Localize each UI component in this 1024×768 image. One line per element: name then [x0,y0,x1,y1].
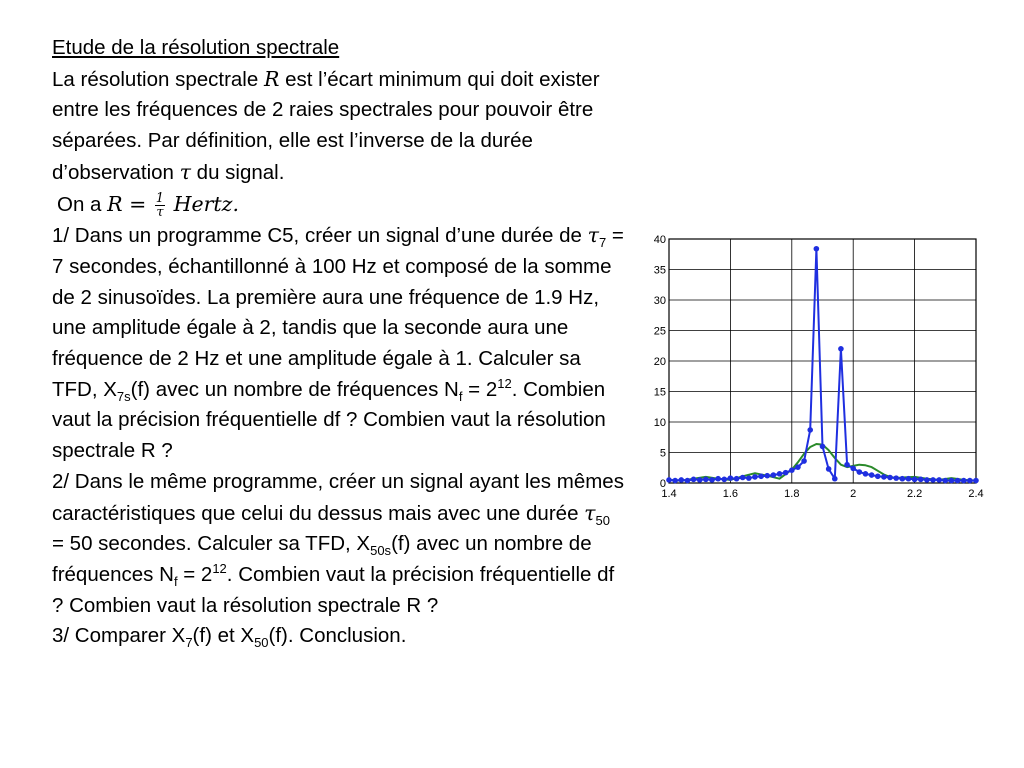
q1-tau: τ [587,223,599,248]
q2-x-sub: 50s [370,543,392,559]
data-point [900,476,906,482]
intro-tau-symbol: τ [179,159,191,184]
data-point [728,475,734,481]
q1-n-sub: f [458,388,463,404]
x-tick-label: 2 [850,488,857,500]
formula-lhs: R [107,191,123,216]
data-point [955,478,961,484]
intro-part1: La résolution spectrale [52,67,264,91]
data-point [734,476,740,482]
text-block [52,33,624,652]
data-point [746,475,752,481]
data-point [912,477,918,483]
y-tick-label: 35 [653,264,666,277]
x-tick-label: 2.2 [906,488,923,500]
y-tick-label: 40 [653,234,666,246]
formula-eq: = [122,191,153,216]
data-point [850,466,856,472]
formula-fraction [155,192,165,219]
q2-n-sub: f [173,574,178,590]
formula-denominator: τ [156,204,164,220]
q2-exp: 12 [212,561,227,577]
question-1 [52,220,624,467]
data-point [924,477,930,483]
q1-text-d: = 2 [462,377,498,401]
x-tick-label: 1.4 [661,488,677,500]
q2-tau: τ [584,500,596,525]
data-point [893,475,899,481]
data-point [832,476,838,482]
q3-text-a: 3/ Comparer X [52,624,186,648]
y-tick-label: 5 [659,447,666,460]
data-point [678,477,684,483]
data-point [672,478,678,484]
q3-text-b: (f) et X [192,624,255,648]
data-point [758,473,764,479]
y-tick-label: 10 [653,417,666,429]
q1-text-a: 1/ Dans un programme C5, créer un signal d’une durée de [52,224,588,248]
formula-numerator: 1 [155,190,165,206]
data-point [949,478,955,484]
q1-text-e: . Combien vaut la précision fréquentielle df ? Combien vaut la résolution spectrale R ? [52,377,606,463]
data-point [721,477,727,483]
x-tick-label: 1.6 [722,488,739,500]
data-point [666,477,672,483]
q2-text-b: = 50 secondes. Calculer sa TFD, X [52,532,371,556]
q2-text-a: 2/ Dans le même programme, créer un signal ayant les mêmes caractéristiques que celui du dessus mais avec une durée [52,469,624,525]
data-point [777,471,783,477]
data-point [918,477,924,483]
data-point [691,477,697,483]
y-tick-label: 20 [653,356,666,368]
data-point [967,478,973,484]
q1-x-sub: 7s [116,388,131,404]
data-point [906,476,912,482]
data-point [943,478,949,484]
data-point [820,444,826,450]
spectrum-chart [650,230,995,510]
data-point [801,458,807,464]
q2-text-d: = 2 [177,562,213,586]
data-point [814,246,820,252]
data-point [697,477,703,483]
q1-text-b: = 7 secondes, échantillonné à 100 Hz et composé de la somme de 2 sinusoïdes. La première aura une fréquence de 1.9 Hz, une amplitude égale à 2, tandis que la seconde aura une fréquence de 2 Hz et une amplitude égale à 1. Calculer sa TFD, X [52,224,624,401]
q3-sub-2: 50 [254,635,269,651]
data-point [875,473,881,479]
data-point [863,471,869,477]
data-point [887,475,893,481]
question-3 [52,621,624,652]
data-point [936,477,942,483]
data-point [709,477,715,483]
data-point [795,464,801,470]
data-point [826,466,832,472]
page-title: Etude de la résolution spectrale [52,36,340,59]
q2-tau-sub: 50 [595,512,610,528]
data-point [771,472,777,478]
data-point [869,472,875,478]
q2-text-c: (f) avec un nombre de fréquences N [52,532,592,586]
y-tick-label: 0 [659,478,666,490]
y-tick-label: 25 [653,325,666,338]
y-tick-label: 30 [653,295,666,307]
data-point [881,474,887,480]
data-point [703,477,709,483]
q1-exp: 12 [497,375,512,391]
x-tick-label: 2.4 [968,488,984,500]
q1-text-c: (f) avec un nombre de fréquences N [130,377,459,401]
data-point [973,478,979,484]
data-point [844,462,850,468]
formula-line [52,189,624,221]
question-2 [52,467,624,622]
data-point [783,470,789,476]
intro-part2: est l’écart minimum qui doit exister entre les fréquences de 2 raies spectrales pour pouvoir être séparées. Par définition, elle est l’inverse de la durée d’observation [52,67,600,184]
data-point [789,467,795,473]
data-point [838,346,844,352]
y-tick-label: 15 [653,386,666,399]
data-point [857,469,863,475]
formula-prefix: On a [57,192,108,216]
data-point [807,427,813,433]
x-tick-label: 1.8 [784,488,800,500]
data-point [930,477,936,483]
data-point [961,478,967,484]
q3-text-c: (f). Conclusion. [268,624,407,648]
q1-tau-sub: 7 [598,235,607,251]
formula-unit: Hertz. [167,191,239,216]
intro-part3: du signal. [190,160,285,184]
data-point [685,478,691,484]
q2-text-e: . Combien vaut la précision fréquentielle df ? Combien vaut la résolution spectrale R ? [52,562,615,617]
data-point [715,476,721,482]
intro-R-symbol: R [263,66,280,91]
q3-sub-1: 7 [185,635,193,651]
data-point [764,473,770,479]
data-point [740,475,746,481]
data-point [752,474,758,480]
